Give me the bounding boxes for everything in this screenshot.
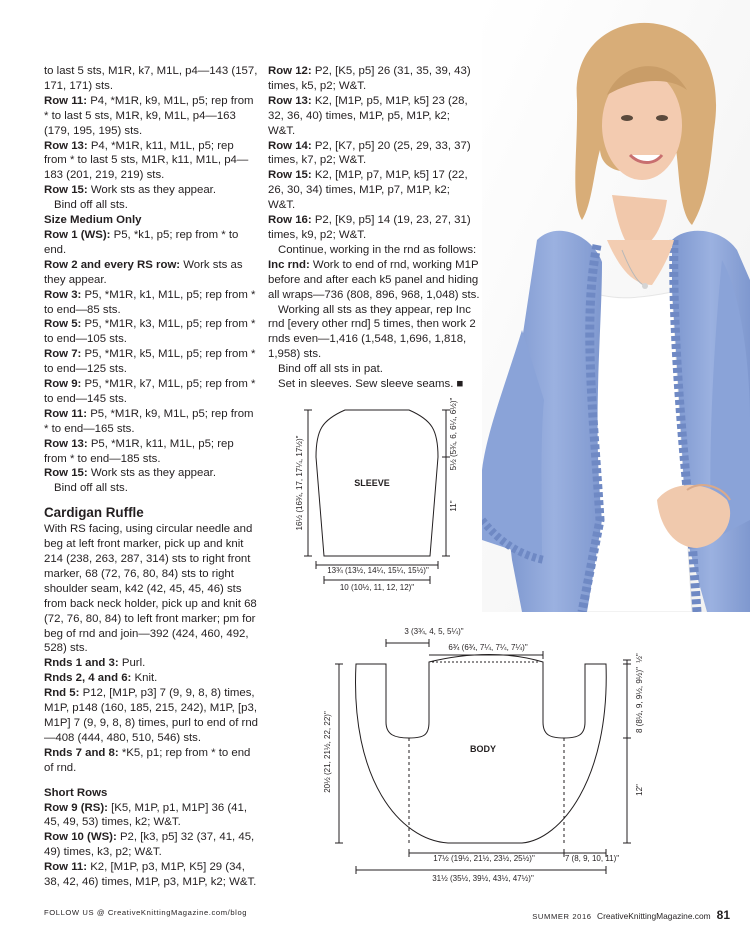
pattern-column-2 <box>268 64 480 392</box>
ruffle-rounds <box>44 656 258 775</box>
sleeve-schematic <box>304 410 450 584</box>
instruction-row: Row 15: Work sts as they appear. <box>44 467 216 480</box>
instruction-row: Bind off all sts. <box>54 199 128 212</box>
body-top-right-dim: ½" <box>635 653 644 663</box>
instruction-row: Size Medium Only <box>44 214 142 227</box>
instruction-row: Rnds 1 and 3: Purl. <box>44 657 146 670</box>
body-schematic <box>335 639 631 874</box>
footer-follow: FOLLOW US @ CreativeKnittingMagazine.com/blog <box>44 908 248 917</box>
ruffle-intro: With RS facing, using circular needle and beg at left front marker, pick up and knit 214 (238, 263, 287, 314) sts to right front marker, 68 (72, 76, 80, 84) sts to right shoulder seam, k42 (42, 45, 45, 46) sts from back neck holder, pick up and knit 68 (72, 76, 80, 84) to left front marker; pm for beg of rnd and join—392 (424, 460, 492, 528) sts. <box>44 523 257 655</box>
issue-label: SUMMER 2016 <box>532 912 592 921</box>
instruction-row: Row 2 and every RS row: Work sts as they appear. <box>44 258 243 286</box>
body-height-dim: 20½ (21, 21½, 22, 22)" <box>323 711 332 793</box>
model-photo <box>482 0 750 612</box>
instruction-row: Row 16: P2, [K9, p5] 14 (19, 23, 27, 31) times, k9, p2; W&T. <box>268 214 471 241</box>
sleeve-width-dim: 13¾ (13½, 14¼, 15¼, 15½)" <box>327 566 429 575</box>
page-number: 81 <box>716 908 730 922</box>
instruction-row: Row 13: P5, *M1R, k11, M1L, p5; rep from * to end—185 sts. <box>44 437 234 465</box>
continue-text: Continue, working in the rnd as follows: <box>278 243 477 256</box>
instruction-row: Row 14: P2, [K7, p5] 20 (25, 29, 33, 37) times, k7, p2; W&T. <box>268 139 471 167</box>
body-top-dim-2: 6¾ (6¾, 7¼, 7¼, 7¼)" <box>448 643 528 652</box>
instruction-row: Row 15: K2, [M1P, p7, M1P, k5] 17 (22, 26, 30, 34) times, M1P, p7, M1P, k2; W&T. <box>268 169 468 212</box>
instruction-row: Rnds 2, 4 and 6: Knit. <box>44 672 158 685</box>
bind-off-text: Bind off all sts in pat. <box>278 363 383 376</box>
pattern-column-1 <box>44 64 258 890</box>
instruction-row: Row 7: P5, *M1R, k5, M1L, p5; rep from * to end—125 sts. <box>44 348 256 376</box>
instruction-row: Row 13: K2, [M1P, p5, M1P, k5] 23 (28, 32, 36, 40) times, M1P, p5, M1P, k2; W&T. <box>268 94 468 137</box>
instruction-row: Bind off all sts. <box>54 482 128 495</box>
body-bottom-dim-1: 17½ (19½, 21½, 23½, 25½)" <box>433 854 535 863</box>
instruction-row: Row 3: P5, *M1R, k1, M1L, p5; rep from * to end—85 sts. <box>44 288 256 316</box>
instruction-row: Row 10 (WS): P2, [k3, p5] 32 (37, 41, 45, 49) times, k3, p2; W&T. <box>44 831 255 859</box>
body-bottom-dim-2: 31½ (35½, 39½, 43½, 47½)" <box>432 874 534 883</box>
body-bottom-dim-1b: 7 (8, 9, 10, 11)" <box>564 854 620 863</box>
instruction-row: Row 15: Work sts as they appear. <box>44 184 216 197</box>
short-rows-heading: Short Rows <box>44 786 108 799</box>
inc-rnd-text: Inc rnd: Work to end of rnd, working M1P before and after each k5 panel and hiding all wraps—736 (808, 896, 968, 1,048) sts. <box>268 258 480 301</box>
instruction-row: Row 11: P5, *M1R, k9, M1L, p5; rep from * to end—165 sts. <box>44 407 254 435</box>
sleeve-height-dim: 16½ (16¾, 17, 17¼, 17½)" <box>295 435 304 531</box>
instruction-row: Row 12: P2, [K5, p5] 26 (31, 35, 39, 43) times, k5, p2; W&T. <box>268 65 471 92</box>
instruction-row: Row 1 (WS): P5, *k1, p5; rep from * to end. <box>44 228 239 256</box>
instruction-row: Rnds 7 and 8: *K5, p1; rep from * to end of rnd. <box>44 746 251 774</box>
sleeve-cap-dim: 5½ (5¾, 6, 6¼, 6½)" <box>449 397 458 471</box>
short-rows-list <box>44 801 258 890</box>
instruction-row: Row 5: P5, *M1R, k3, M1L, p5; rep from * to end—105 sts. <box>44 318 256 346</box>
body-armhole-dim: 8 (8½, 9, 9½, 9½)" <box>635 667 644 733</box>
site-label: CreativeKnittingMagazine.com <box>597 911 711 921</box>
body-label: BODY <box>469 744 497 754</box>
footer-right <box>532 908 730 922</box>
instruction-row: Row 9: P5, *M1R, k7, M1L, p5; rep from * to end—145 sts. <box>44 378 256 405</box>
instruction-row: Row 9 (RS): [K5, M1P, p1, M1P] 36 (41, 45, 49, 53) times, k2; W&T. <box>44 801 248 829</box>
body-top-dim-1: 3 (3¾, 4, 5, 5¼)" <box>404 627 464 636</box>
short-rows-continued <box>268 64 480 243</box>
end-mark-icon: ■ <box>456 378 464 391</box>
instruction-row: Rnd 5: P12, [M1P, p3] 7 (9, 9, 8, 8) times, M1P, p148 (160, 185, 215, 242), M1P, [p3, M1P] 7 (9, 9, 8, 8) times, purl to end of rnd—408 (444, 480, 510, 546) sts. <box>44 687 258 744</box>
instruction-rows-large <box>44 64 258 496</box>
finishing-text: Set in sleeves. Sew sleeve seams. ■ <box>278 378 464 391</box>
section-heading-ruffle: Cardigan Ruffle <box>44 505 144 521</box>
sleeve-label: SLEEVE <box>354 478 390 488</box>
working-text: Working all sts as they appear, rep Inc rnd [every other rnd] 5 times, then work 2 rnds even—1,416 (1,548, 1,696, 1,818, 1,958) sts. <box>268 303 476 361</box>
instruction-row: Row 13: P4, *M1R, k11, M1L, p5; rep from * to last 5 sts, M1R, k11, M1L, p4—183 (201, 219, 219) sts. <box>44 139 249 182</box>
sleeve-length-dim: 11" <box>449 500 458 512</box>
instruction-row: to last 5 sts, M1R, k7, M1L, p4—143 (157, 171, 171) sts. <box>44 65 258 92</box>
sleeve-cuff-dim: 10 (10½, 11, 12, 12)" <box>339 583 415 592</box>
body-side-dim: 12" <box>635 784 644 796</box>
instruction-row: Row 11: P4, *M1R, k9, M1L, p5; rep from * to last 5 sts, M1R, k9, M1L, p4—163 (179, 195, 195) sts. <box>44 94 254 137</box>
instruction-row: Row 11: K2, [M1P, p3, M1P, K5] 29 (34, 38, 42, 46) times, M1P, p3, M1P, k2; W&T. <box>44 861 257 889</box>
